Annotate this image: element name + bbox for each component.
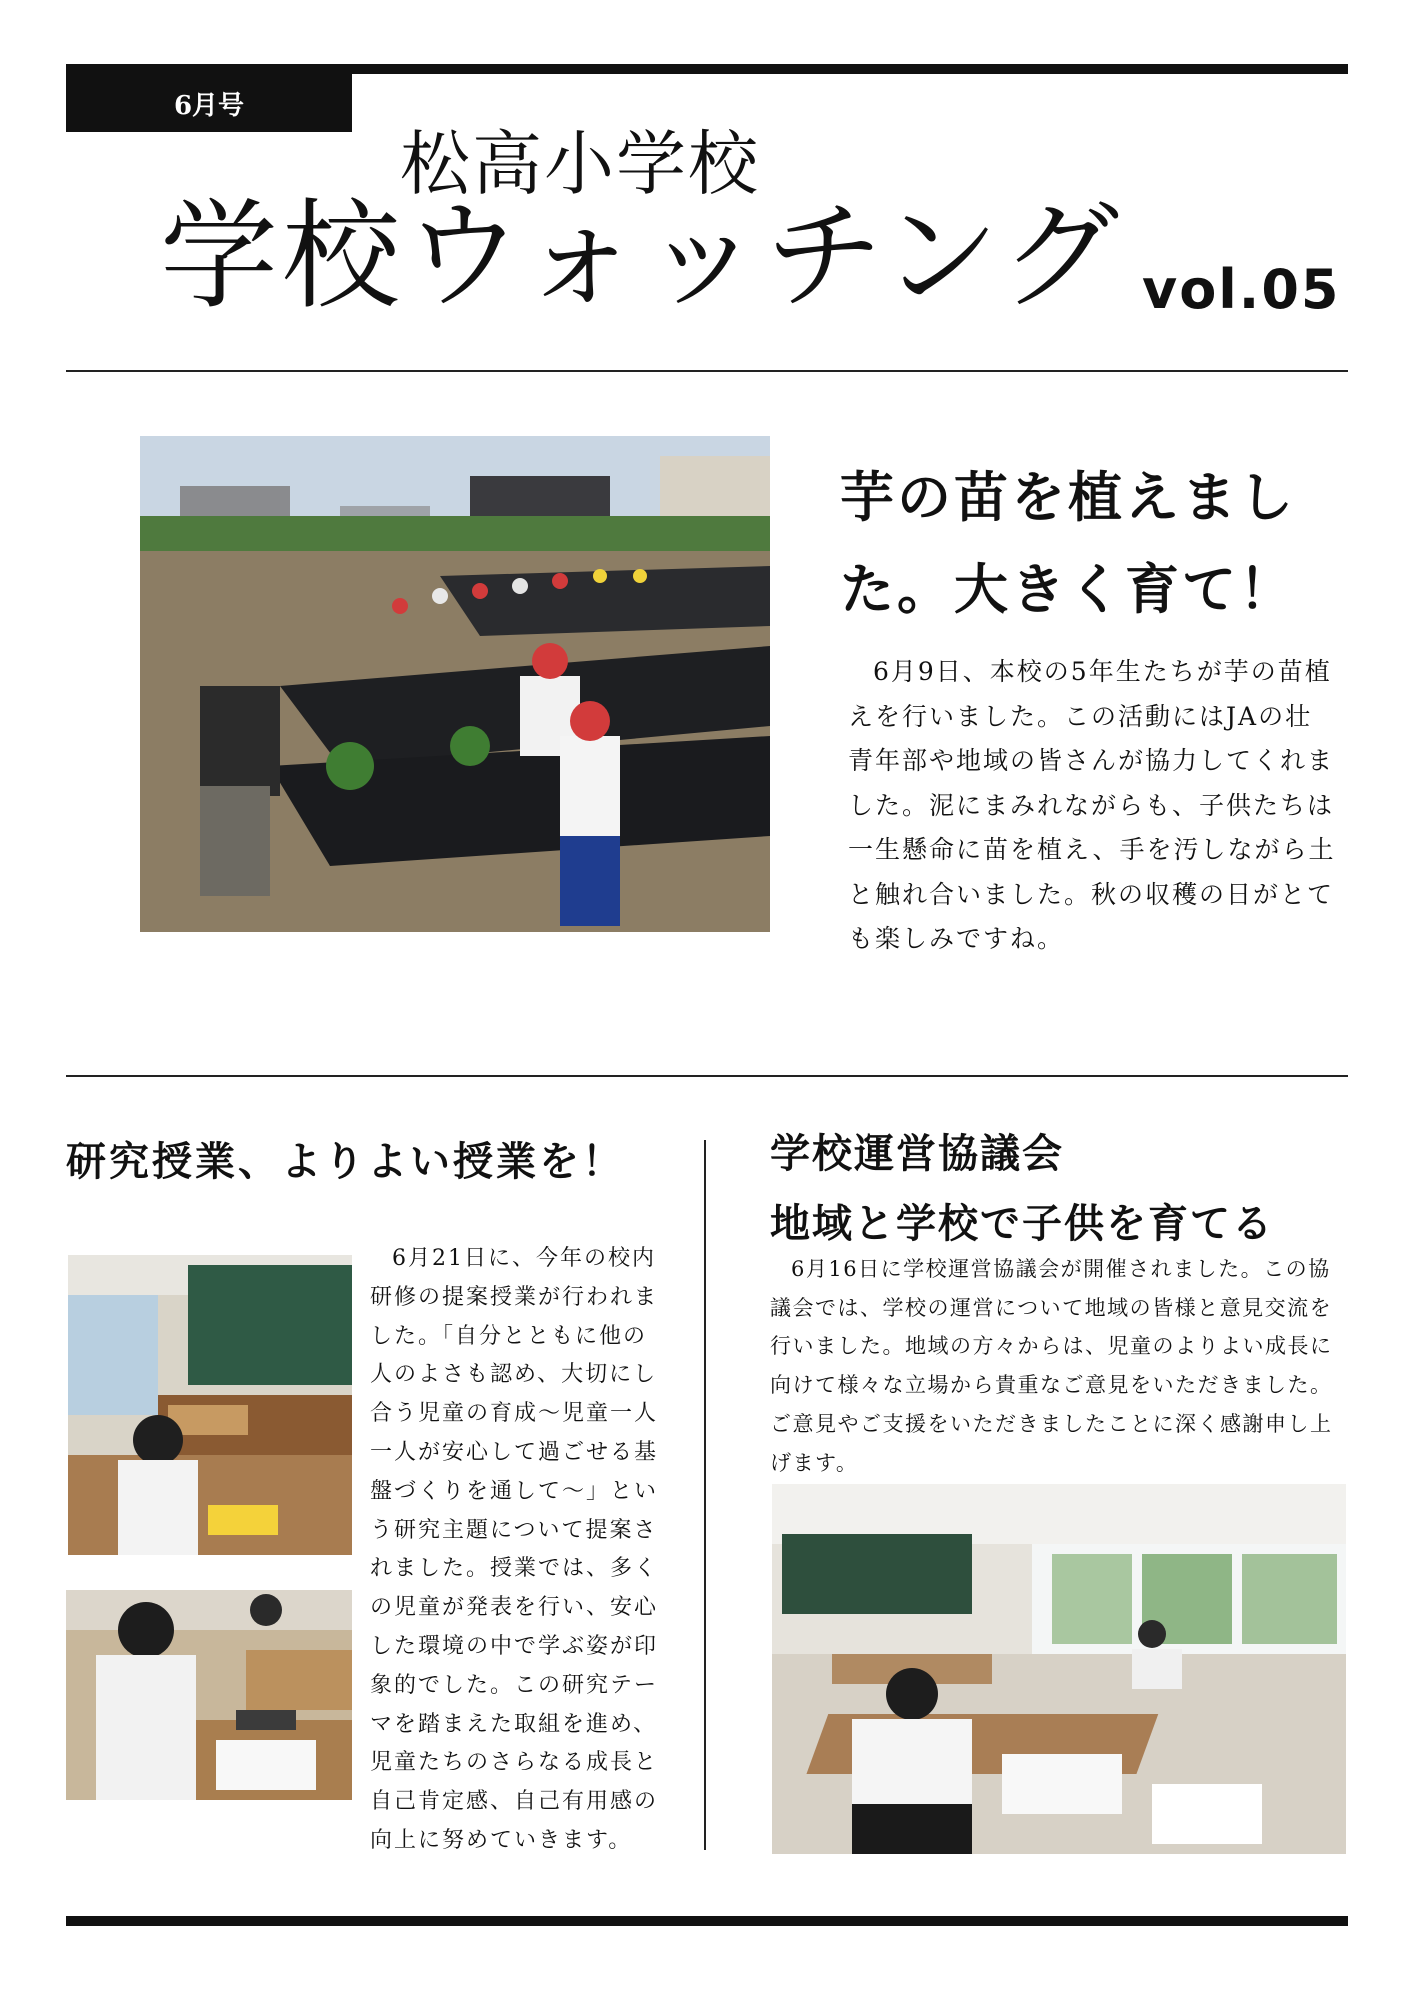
- article1-body: 6月9日、本校の5年生たちが芋の苗植えを行いました。この活動にはJAの壮青年部や地域の皆さんが協力してくれました。泥にまみれながらも、子供たちは一生懸命に苗を植え、手を汚しながら土と触れ合いました。秋の収穫の日がとても楽しみですね。: [848, 657, 1336, 953]
- article3-heading-line2: 地域と学校で子供を育てる: [770, 1200, 1274, 1247]
- article2-heading: 研究授業、よりよい授業を！: [66, 1138, 625, 1185]
- council-meeting-photo: [772, 1484, 1346, 1854]
- article2-body: 6月21日に、今年の校内研修の提案授業が行われました。「自分とともに他の人のよさも認め、大切にし合う児童の育成～児童一人一人が安心して過ごせる基盤づくりを通して～」という研究主題について提案されました。授業では、多くの児童が発表を行い、安心した環境の中で学ぶ姿が印象的でした。この研究テーマを踏まえた取組を進め、児童たちのさらなる成長と自己肯定感、自己有用感の向上に努めていきます。: [370, 1246, 659, 1853]
- volume-number: vol.05: [1142, 258, 1341, 321]
- article3-heading-line1: 学校運営協議会: [770, 1130, 1064, 1177]
- planting-photo: [140, 436, 770, 932]
- top-border: [66, 64, 1348, 74]
- article1-heading-line1: 芋の苗を植えまし: [840, 465, 1296, 529]
- article1-heading: [840, 452, 1320, 636]
- classroom-photo-2: [66, 1590, 352, 1800]
- issue-label: 6月号: [66, 74, 352, 132]
- header-divider: [66, 370, 1348, 372]
- newsletter-title: 学校ウォッチング: [160, 187, 1124, 325]
- section-divider: [66, 1075, 1348, 1077]
- article3-body: 6月16日に学校運営協議会が開催されました。この協議会では、学校の運営について地域の皆様と意見交流を行いました。地域の方々からは、児童のよりよい成長に向けて様々な立場から貴重なご意見をいただきました。ご意見やご支援をいただきましたことに深く感謝申し上げます。: [770, 1257, 1333, 1475]
- bottom-border: [66, 1916, 1348, 1926]
- school-name: 松高小学校: [400, 123, 760, 205]
- article1-heading-line2: た。大きく育て！: [840, 556, 1296, 621]
- classroom-photo-1: [68, 1255, 352, 1555]
- column-divider: [704, 1140, 706, 1850]
